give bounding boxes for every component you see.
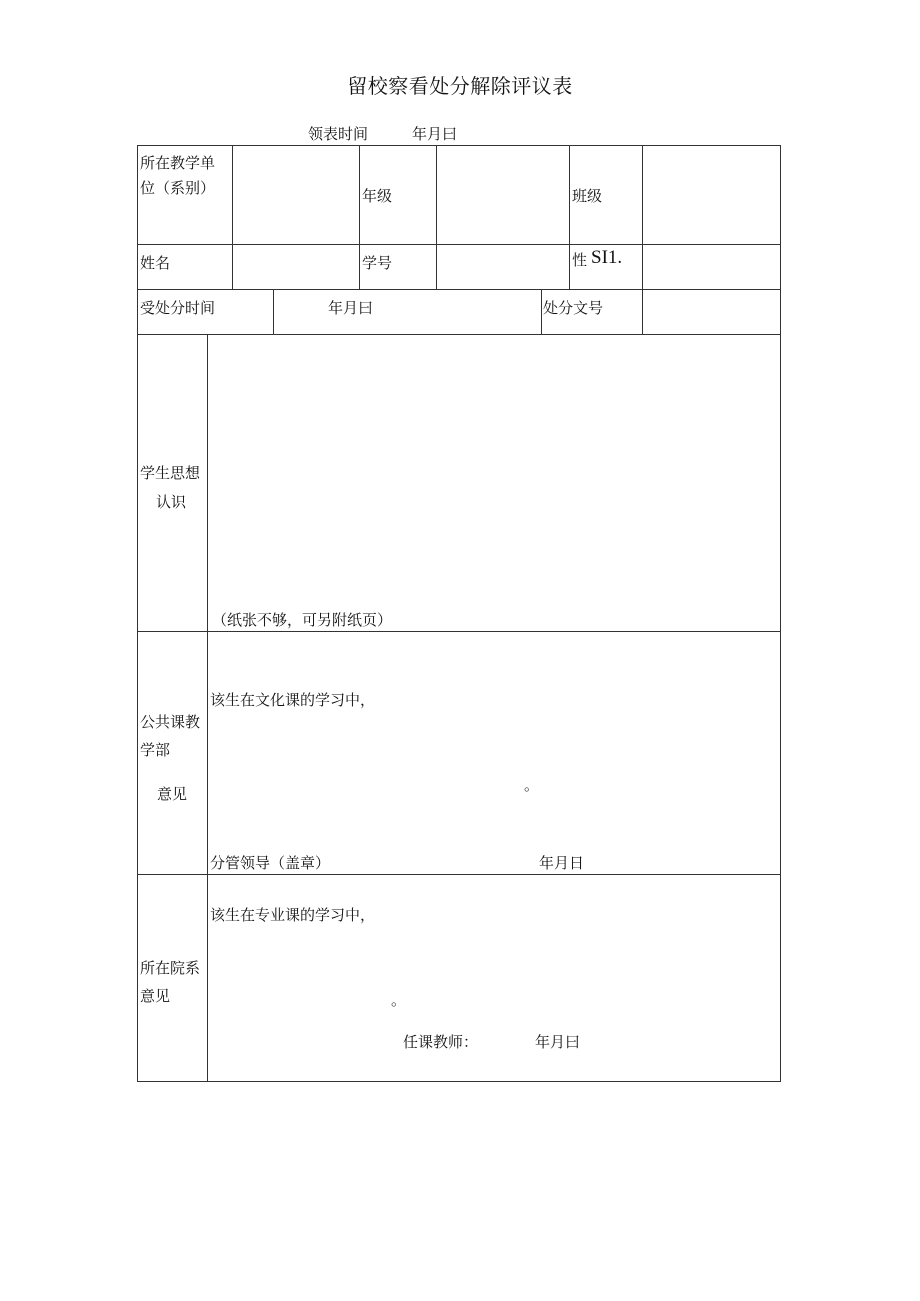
- thoughts-label-line2: 认识: [156, 493, 187, 511]
- gender-value: SI1.: [591, 247, 623, 268]
- name-label: 姓名: [140, 254, 171, 272]
- dept-label-line2: 位（系别）: [140, 179, 216, 197]
- teacher-label: 任课教师：: [403, 1033, 479, 1051]
- form-date-value: 年月曰: [412, 125, 458, 143]
- public-label-line3: 意见: [157, 785, 188, 803]
- dept-date: 年月曰: [535, 1033, 581, 1051]
- punish-time-label: 受处分时间: [140, 299, 216, 317]
- dept-opinion-label-line2: 意见: [140, 987, 171, 1005]
- gender-label: 性: [572, 251, 588, 269]
- grade-label: 年级: [362, 187, 393, 205]
- class-label: 班级: [572, 187, 603, 205]
- page-title: 留校察看处分解除评议表: [347, 74, 573, 98]
- public-date: 年月日: [539, 854, 585, 872]
- dept-opinion-label-line1: 所在院系: [140, 959, 201, 977]
- thoughts-label-line1: 学生思想: [140, 464, 201, 482]
- dept-period: 。: [391, 991, 407, 1009]
- form-date-label: 领表时间: [308, 125, 369, 143]
- dept-text: 该生在专业课的学习中，: [210, 906, 376, 924]
- dept-label-line1: 所在教学单: [140, 154, 216, 172]
- punish-time-value: 年月曰: [328, 299, 374, 317]
- doc-no-label: 处分文号: [543, 299, 604, 317]
- public-text: 该生在文化课的学习中，: [210, 691, 376, 709]
- student-id-label: 学号: [362, 254, 393, 272]
- thoughts-note: （纸张不够，可另附纸页）: [212, 611, 393, 629]
- public-label-line2: 学部: [140, 741, 171, 759]
- public-period: 。: [524, 776, 540, 794]
- public-label-line1: 公共课教: [140, 713, 201, 731]
- public-sign-label: 分管领导（盖章）: [210, 854, 331, 872]
